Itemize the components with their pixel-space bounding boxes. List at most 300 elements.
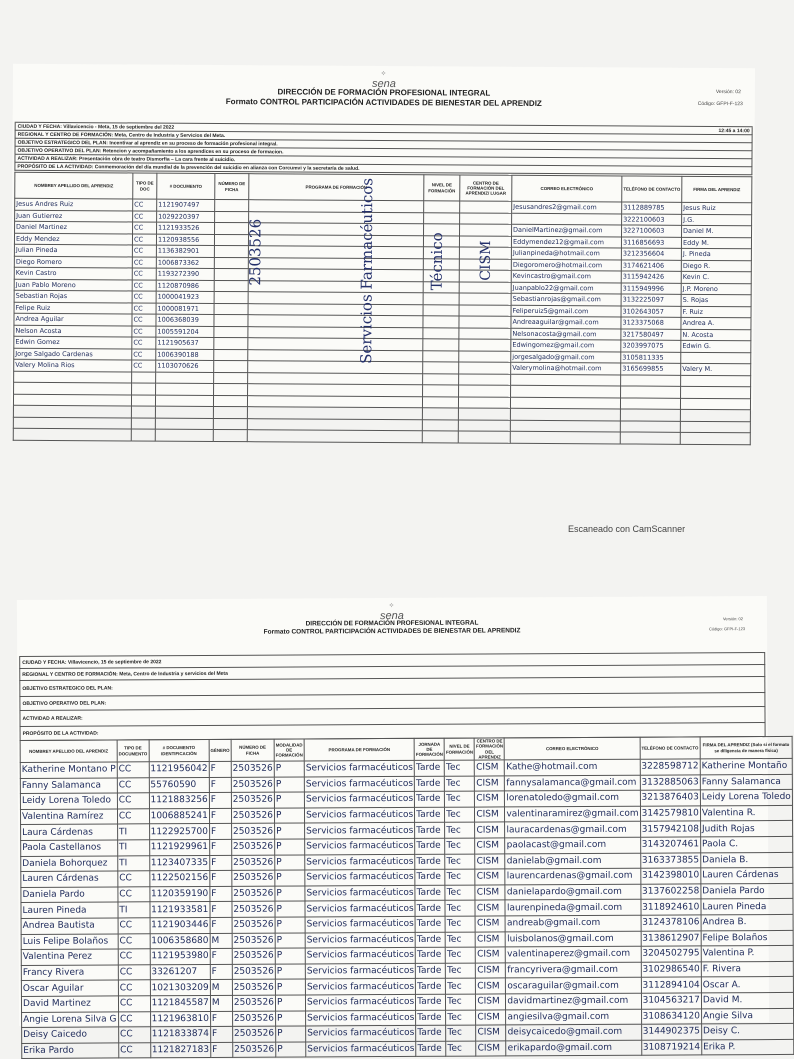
- table-cell: P: [276, 1042, 306, 1058]
- table-cell: CC: [117, 762, 149, 778]
- table-cell: [215, 211, 249, 223]
- empty-cell: [680, 398, 750, 410]
- empty-cell: [155, 395, 213, 407]
- table-cell: 3132225097: [621, 294, 681, 306]
- empty-cell: [155, 418, 213, 430]
- table-cell: 2503526: [232, 901, 275, 917]
- table-cell: Tec: [446, 963, 476, 979]
- table-cell: [214, 303, 248, 315]
- strategic-objective: OBJETIVO ESTRATEGICO DEL PLAN: Incentivar al aprendiz en su proceso de formación profesional integral.: [17, 139, 278, 147]
- empty-cell: [13, 417, 131, 429]
- table-cell: [459, 362, 511, 374]
- table-cell: CISM: [475, 900, 505, 916]
- table-cell: Tarde: [415, 823, 445, 839]
- table-cell: P: [275, 917, 305, 933]
- table-cell: Tec: [445, 822, 475, 838]
- empty-cell: [458, 431, 510, 443]
- table-cell: Tarde: [415, 916, 445, 932]
- table-cell: CC: [132, 268, 156, 280]
- table-cell: 1005591204: [156, 326, 214, 338]
- table-cell: 2503526: [232, 964, 275, 980]
- table-cell: 3102986540: [641, 962, 701, 978]
- table-cell: Tec: [445, 776, 475, 792]
- table-cell: Eddymendez12@gmail.com: [511, 236, 621, 248]
- table-cell: laurenpineda@gmail.com: [505, 900, 640, 916]
- empty-cell: [247, 430, 422, 443]
- table-cell: deisycaicedo@gmail.com: [506, 1024, 641, 1040]
- table-cell: Kevin Castro: [14, 267, 132, 279]
- table-cell: Andrea A.: [681, 317, 751, 329]
- table-cell: 1021303209: [150, 980, 210, 996]
- table-cell: Jorge Salgado Cardenas: [14, 348, 132, 360]
- table-cell: 3144902375: [641, 1024, 701, 1040]
- table-cell: 1120938556: [156, 234, 214, 246]
- table-cell: CISM: [475, 885, 505, 901]
- form-version: Versión: 02: [715, 89, 741, 96]
- table-cell: CISM: [475, 838, 505, 854]
- table-cell: Juan Pablo Moreno: [14, 279, 132, 291]
- table-cell: Daniela Bohorquez: [21, 856, 118, 872]
- table-cell: 1193272390: [156, 268, 214, 280]
- table-cell: Juanpablo22@gmail.com: [511, 282, 621, 294]
- table-cell: andreab@gmail.com: [505, 915, 640, 931]
- table-cell: CC: [132, 360, 156, 372]
- table-cell: valentinaperez@gmail.com: [506, 946, 641, 962]
- table-cell: CISM: [475, 931, 505, 947]
- column-header: NÚMERO DE FICHA: [231, 739, 274, 761]
- table-cell: CC: [117, 777, 149, 793]
- table-cell: 3116856693: [621, 236, 681, 248]
- table-cell: CISM: [476, 994, 506, 1010]
- table-cell: Tec: [445, 916, 475, 932]
- attendance-table-1: [13, 172, 753, 445]
- table-cell: [459, 350, 511, 362]
- table-cell: Servicios farmacéuticos: [305, 823, 415, 839]
- table-cell: [460, 224, 512, 236]
- table-cell: Tec: [446, 1010, 476, 1026]
- table-cell: CC: [118, 964, 150, 980]
- table-cell: 3204502795: [641, 946, 701, 962]
- column-header: TIPO DE DOCUMENTO: [117, 740, 149, 762]
- table-cell: Tarde: [415, 932, 445, 948]
- table-cell: Luis Felipe Bolaños: [21, 933, 118, 949]
- table-cell: [423, 316, 459, 328]
- table-cell: Tec: [446, 1025, 476, 1041]
- table-cell: Kevin C.: [681, 271, 751, 283]
- table-cell: Jesus Andres Ruiz: [15, 198, 133, 210]
- table-cell: CC: [117, 809, 149, 825]
- table-cell: Jesusandres2@gmail.com: [512, 201, 622, 213]
- table-cell: F: [209, 808, 231, 824]
- table-cell: Valentina Perez: [21, 949, 118, 965]
- table-cell: F: [209, 793, 231, 809]
- empty-cell: [621, 386, 681, 398]
- empty-cell: [213, 418, 247, 430]
- table-cell: Servicios farmacéuticos: [304, 792, 414, 808]
- table-cell: 2503526: [231, 823, 274, 839]
- table-cell: Valerymolina@hotmail.com: [511, 362, 621, 374]
- table-cell: CISM: [475, 853, 505, 869]
- table-cell: J.G.: [682, 214, 752, 226]
- empty-cell: [214, 372, 248, 384]
- handwritten-center: CISM: [477, 240, 495, 281]
- table-cell: David M.: [701, 992, 793, 1008]
- table-cell: P: [275, 995, 305, 1011]
- table-cell: CC: [118, 980, 150, 996]
- table-cell: CC: [132, 291, 156, 303]
- table-cell: Tec: [445, 932, 475, 948]
- table-cell: 3118924610: [641, 899, 701, 915]
- table-cell: 3112894104: [641, 977, 701, 993]
- empty-cell: [131, 417, 155, 429]
- column-header: # DOCUMENTO: [157, 173, 215, 199]
- table-cell: [459, 281, 511, 293]
- empty-cell: [131, 406, 155, 418]
- table-cell: P: [275, 870, 305, 886]
- table-cell: Servicios farmacéuticos: [304, 776, 414, 792]
- table-cell: 3108719214: [641, 1040, 701, 1056]
- table-cell: 3174621406: [621, 259, 681, 271]
- handwritten-program: Servicios Farmacéuticos: [357, 177, 377, 364]
- table-cell: P: [275, 901, 305, 917]
- table-cell: Leidy Lorena Toledo: [700, 790, 792, 806]
- empty-cell: [511, 374, 621, 386]
- table-cell: Andreaaguilar@gmail.com: [511, 316, 621, 328]
- empty-cell: [511, 385, 621, 397]
- empty-cell: [459, 385, 511, 397]
- table-cell: davidmartinez@gmail.com: [506, 993, 641, 1009]
- form-code: Código: GFPI-F-123: [709, 626, 746, 632]
- table-cell: Valentina R.: [700, 805, 792, 821]
- empty-cell: [213, 429, 247, 441]
- table-cell: Tec: [446, 978, 476, 994]
- table-cell: [459, 339, 511, 351]
- table-cell: Tec: [445, 885, 475, 901]
- table-cell: F: [210, 871, 232, 887]
- table-cell: Judith Rojas: [700, 821, 792, 837]
- table-cell: Tarde: [415, 838, 445, 854]
- table-cell: [215, 199, 249, 211]
- sena-logo-mark: ⟡: [389, 601, 395, 610]
- table-cell: [459, 316, 511, 328]
- table-cell: CISM: [475, 760, 505, 776]
- attendance-sheet-2: [17, 596, 791, 1056]
- table-cell: F: [209, 824, 231, 840]
- table-cell: F. Rivera: [701, 961, 793, 977]
- table-cell: Tarde: [414, 760, 444, 776]
- table-cell: Deisy C.: [701, 1023, 793, 1039]
- table-cell: 3157942108: [640, 821, 700, 837]
- city-date: CIUDAD Y FECHA: Villavicencio, 15 de septiembre de 2022: [22, 658, 162, 666]
- table-cell: 3104563217: [641, 993, 701, 1009]
- table-cell: laurencardenas@gmail.com: [505, 868, 640, 884]
- table-cell: F. Ruiz: [681, 306, 751, 318]
- table-cell: S. Rojas: [681, 294, 751, 306]
- table-body: [13, 198, 751, 444]
- table-cell: Diego R.: [681, 260, 751, 272]
- table-cell: 3105811335: [621, 351, 681, 363]
- table-cell: 2503526: [232, 979, 275, 995]
- empty-cell: [14, 382, 132, 394]
- table-cell: 3142579810: [640, 806, 700, 822]
- empty-cell: [680, 409, 750, 421]
- empty-cell: [155, 406, 213, 418]
- table-cell: 1122502156: [149, 871, 209, 887]
- empty-cell: [13, 405, 131, 417]
- table-cell: Eddy M.: [681, 237, 751, 249]
- table-cell: CC: [132, 279, 156, 291]
- activity: ACTIVIDAD A REALIZAR: Presentación obra de teatro Dismorfia – La cara frente al suicidio.: [17, 155, 236, 163]
- column-header: CENTRO DE FORMACIÓN DEL APRENDIZ: [475, 738, 504, 760]
- column-header: TIPO DE DOC: [133, 173, 157, 199]
- table-cell: Julian Pineda: [14, 244, 132, 256]
- empty-cell: [423, 373, 459, 385]
- table-cell: 1136382901: [156, 245, 214, 257]
- table-cell: TI: [118, 840, 150, 856]
- table-cell: Servicios farmacéuticos: [306, 1041, 416, 1057]
- table-cell: CISM: [475, 791, 505, 807]
- table-cell: CC: [132, 314, 156, 326]
- info-box: [19, 652, 765, 741]
- table-cell: [423, 327, 459, 339]
- table-cell: CISM: [476, 947, 506, 963]
- table-cell: Fanny Salamanca: [700, 774, 792, 790]
- column-header: JORNADA DE FORMACIÓN: [414, 738, 444, 760]
- table-cell: 2503526: [232, 1026, 275, 1042]
- empty-cell: [422, 396, 458, 408]
- empty-cell: [620, 397, 680, 409]
- table-cell: Tarde: [415, 901, 445, 917]
- table-cell: P: [275, 979, 305, 995]
- table-cell: Tec: [445, 838, 475, 854]
- table-cell: 1029220397: [157, 211, 215, 223]
- table-cell: Tec: [445, 947, 475, 963]
- table-cell: P: [275, 886, 305, 902]
- table-cell: 1121827183: [150, 1042, 210, 1058]
- empty-cell: [681, 375, 751, 387]
- empty-cell: [156, 372, 214, 384]
- table-cell: Daniel M.: [682, 225, 752, 237]
- table-cell: francyrivera@gmail.com: [506, 962, 641, 978]
- table-cell: Tarde: [415, 776, 445, 792]
- table-cell: 3203997075: [621, 340, 681, 352]
- table-cell: F: [210, 855, 232, 871]
- empty-cell: [213, 395, 247, 407]
- table-cell: M: [210, 995, 232, 1011]
- table-cell: 3115949996: [621, 282, 681, 294]
- sena-logo-text: sena: [371, 77, 396, 91]
- table-cell: Edwin G.: [681, 340, 751, 352]
- form-subtitle: Formato CONTROL PARTICIPACIÓN ACTIVIDADES DE BIENESTAR DEL APRENDIZ: [263, 627, 521, 636]
- table-cell: Tarde: [415, 791, 445, 807]
- table-cell: Tec: [446, 994, 476, 1010]
- table-cell: 2503526: [231, 777, 274, 793]
- table-cell: Andrea Bautista: [21, 918, 118, 934]
- attendance-table-2: [20, 736, 794, 1059]
- empty-cell: [213, 406, 247, 418]
- table-cell: M: [210, 980, 232, 996]
- table-cell: P: [275, 855, 305, 871]
- table-cell: Fanny Salamanca: [20, 778, 117, 794]
- empty-cell: [458, 408, 510, 420]
- sena-logo-mark: ⟡: [381, 69, 387, 78]
- column-header: FIRMA DEL APRENDIZ: [682, 176, 752, 202]
- table-cell: [512, 213, 622, 225]
- empty-cell: [510, 408, 620, 420]
- table-cell: CC: [118, 1011, 150, 1027]
- empty-cell: [132, 383, 156, 395]
- table-cell: P: [275, 964, 305, 980]
- table-cell: Tarde: [416, 1025, 446, 1041]
- table-cell: 1103070626: [156, 360, 214, 372]
- table-cell: 1121883256: [149, 793, 209, 809]
- empty-cell: [13, 428, 131, 440]
- activity: ACTIVIDAD A REALIZAR:: [22, 715, 83, 722]
- table-cell: Lauren Pineda: [701, 899, 793, 915]
- table-cell: CISM: [476, 963, 506, 979]
- table-cell: 2503526: [232, 855, 275, 871]
- table-cell: [214, 234, 248, 246]
- table-cell: 3112889785: [622, 202, 682, 214]
- table-cell: Nelson Acosta: [14, 325, 132, 337]
- column-header: NIVEL DE FORMACIÓN: [424, 175, 460, 201]
- table-cell: Servicios farmacéuticos: [305, 916, 415, 932]
- empty-cell: [680, 421, 750, 433]
- table-cell: [424, 212, 460, 224]
- table-cell: valentinaramirez@gmail.com: [505, 806, 640, 822]
- info-box: [14, 122, 752, 176]
- table-cell: CC: [132, 302, 156, 314]
- table-cell: Servicios farmacéuticos: [305, 901, 415, 917]
- table-cell: 3213876403: [640, 790, 700, 806]
- column-header: NOMBREY APELLIDO DEL APRENDIZ: [20, 740, 117, 763]
- table-cell: 3227100603: [622, 225, 682, 237]
- table-cell: M: [210, 933, 232, 949]
- column-header: NIVEL DE FORMACIÓN: [444, 738, 474, 760]
- empty-cell: [131, 394, 155, 406]
- table-cell: [214, 326, 248, 338]
- table-cell: CC: [118, 949, 150, 965]
- table-cell: 3137602258: [640, 884, 700, 900]
- table-cell: Valentina Ramírez: [20, 809, 117, 825]
- table-cell: 3108634120: [641, 1008, 701, 1024]
- table-cell: 1121903446: [150, 917, 210, 933]
- strategic-objective: OBJETIVO ESTRATEGICO DEL PLAN:: [22, 684, 113, 692]
- table-cell: [214, 268, 248, 280]
- table-cell: P: [274, 777, 304, 793]
- table-cell: DanielMartinez@gmail.com: [512, 224, 622, 236]
- table-cell: Angie Lorena Silva G: [22, 1011, 119, 1027]
- table-cell: 1121933526: [157, 222, 215, 234]
- empty-cell: [620, 420, 680, 432]
- table-cell: Angie Silva: [701, 1008, 793, 1024]
- table-cell: [423, 350, 459, 362]
- regional-center: REGIONAL Y CENTRO DE FORMACIÓN: Meta, Centro de Industria y servicios del Meta: [22, 670, 228, 678]
- table-cell: Edwingomez@gmail.com: [511, 339, 621, 351]
- operative-objective: OBJETIVO OPERATIVO DEL PLAN: Retencion y acompañamiento a los aprendices en su proceso de formacion.: [17, 147, 284, 155]
- table-cell: CISM: [475, 869, 505, 885]
- table-cell: Felipe Bolaños: [701, 930, 793, 946]
- table-cell: Servicios farmacéuticos: [305, 870, 415, 886]
- table-cell: 1121845587: [150, 995, 210, 1011]
- table-cell: CC: [133, 222, 157, 234]
- table-cell: Katherine Montano P: [20, 762, 117, 778]
- table-cell: 1006358680: [150, 933, 210, 949]
- table-cell: [214, 291, 248, 303]
- table-cell: 2503526: [231, 761, 274, 777]
- table-cell: F: [210, 1011, 232, 1027]
- table-cell: Diegoromero@hotmail.com: [511, 259, 621, 271]
- table-cell: 3138612907: [641, 930, 701, 946]
- table-cell: 1121905637: [156, 337, 214, 349]
- table-cell: Tarde: [416, 994, 446, 1010]
- table-cell: 1120359190: [149, 886, 209, 902]
- table-cell: Servicios farmacéuticos: [305, 932, 415, 948]
- table-cell: 1121833874: [150, 1027, 210, 1043]
- table-cell: P: [275, 932, 305, 948]
- table-cell: [214, 337, 248, 349]
- table-cell: CC: [132, 233, 156, 245]
- table-cell: Tarde: [416, 1010, 446, 1026]
- table-cell: [214, 257, 248, 269]
- table-cell: J.P. Moreno: [681, 283, 751, 295]
- table-cell: [460, 212, 512, 224]
- table-cell: Juan Gutierrez: [15, 210, 133, 222]
- table-cell: Servicios farmacéuticos: [305, 979, 415, 995]
- table-cell: F: [210, 917, 232, 933]
- scanner-watermark: Escaneado con CamScanner: [568, 524, 686, 534]
- table-cell: [423, 362, 459, 374]
- table-cell: CC: [119, 1042, 151, 1058]
- column-header: GÉNERO: [209, 739, 231, 761]
- table-cell: P: [274, 808, 304, 824]
- table-cell: danielab@gmail.com: [505, 853, 640, 869]
- table-cell: Tarde: [415, 807, 445, 823]
- table-cell: CISM: [476, 1009, 506, 1025]
- column-header: NÚMERO DE FICHA: [215, 173, 249, 199]
- table-cell: Tec: [445, 807, 475, 823]
- table-cell: luisbolanos@gmail.com: [506, 931, 641, 947]
- table-cell: 1006390188: [156, 349, 214, 361]
- table-cell: paolacast@gmail.com: [505, 837, 640, 853]
- table-cell: 2503526: [231, 792, 274, 808]
- handwritten-ficha: 2503526: [246, 218, 265, 286]
- table-cell: 3124378106: [641, 915, 701, 931]
- table-cell: 2503526: [232, 886, 275, 902]
- table-cell: CC: [118, 933, 150, 949]
- column-header: NOMBREY APELLIDO DEL APRENDIZ: [15, 172, 133, 199]
- table-cell: CISM: [476, 1041, 506, 1057]
- table-cell: P: [274, 792, 304, 808]
- empty-cell: [510, 397, 620, 409]
- table-cell: Lauren Cárdenas: [21, 871, 118, 887]
- table-cell: Servicios farmacéuticos: [305, 994, 415, 1010]
- table-cell: Julianpineda@hotmail.com: [511, 247, 621, 259]
- table-cell: 2503526: [232, 870, 275, 886]
- table-cell: CC: [118, 1027, 150, 1043]
- table-cell: N. Acosta: [681, 329, 751, 341]
- table-cell: 3115942426: [621, 271, 681, 283]
- table-cell: [460, 201, 512, 213]
- empty-cell: [14, 371, 132, 383]
- table-cell: 3132885063: [640, 774, 700, 790]
- table-cell: Daniel Martinez: [15, 221, 133, 233]
- table-cell: 1120870986: [156, 280, 214, 292]
- table-cell: Tec: [445, 900, 475, 916]
- empty-cell: [132, 371, 156, 383]
- operative-objective: OBJETIVO OPERATIVO DEL PLAN:: [22, 700, 107, 707]
- table-cell: Daniela Pardo: [21, 887, 118, 903]
